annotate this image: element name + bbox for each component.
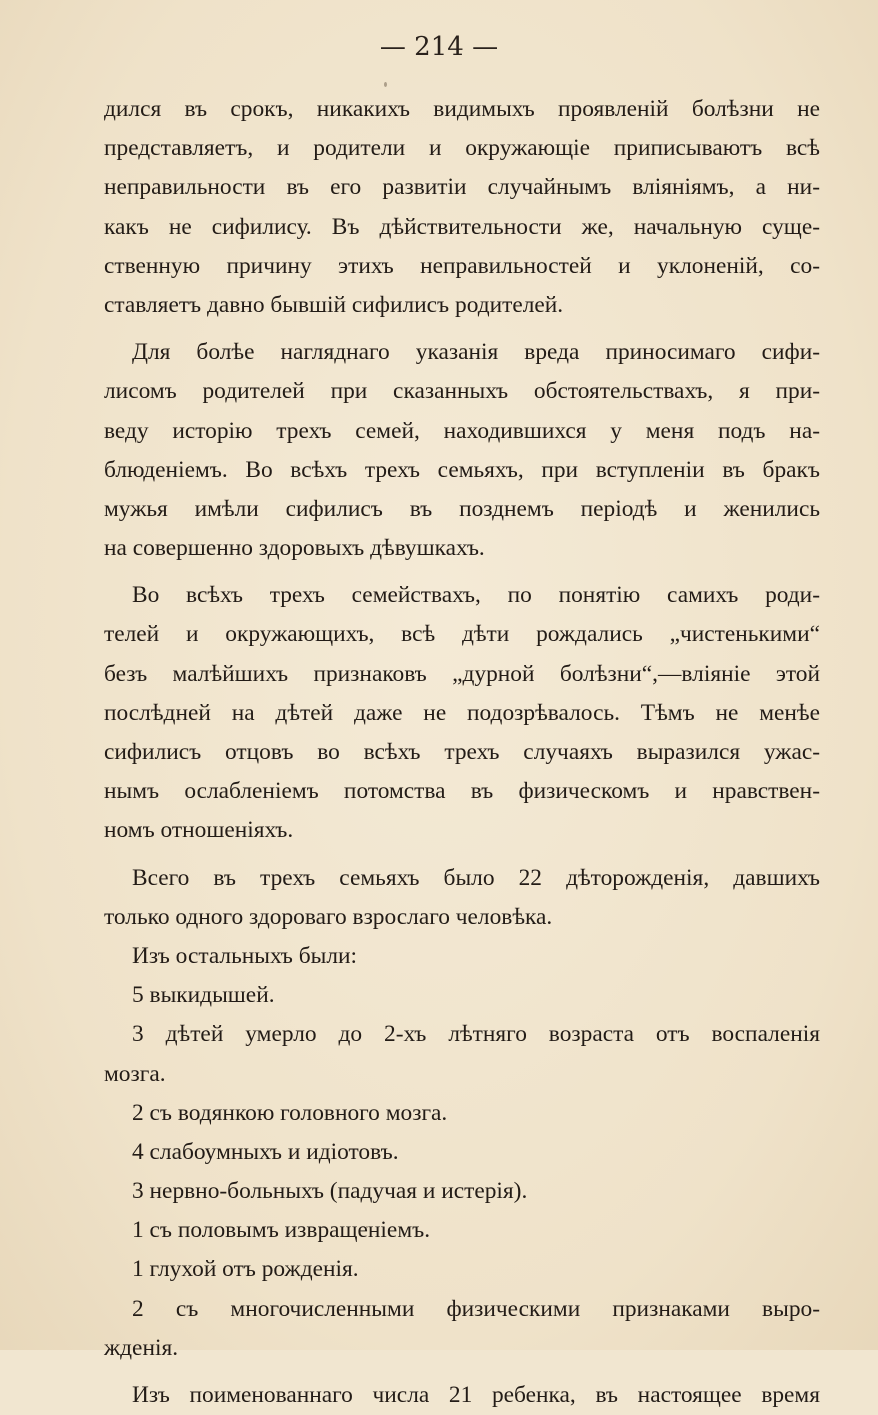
text-line: веду исторію трехъ семей, находившихся у меня подъ на-: [104, 417, 820, 444]
text-line: Во всѣхъ трехъ семействахъ, по понятію самихъ роди-: [132, 582, 820, 609]
text-line: блюденіемъ. Во всѣхъ трехъ семьяхъ, при вступленіи въ бракъ: [104, 456, 820, 483]
text-line: неправильности въ его развитіи случайнымъ вліяніямъ, а ни-: [104, 174, 820, 201]
text-line: мужья имѣли сифилисъ въ позднемъ періодѣ и женились: [104, 495, 820, 522]
ink-speck: [384, 82, 387, 87]
list-item: 2 съ водянкою головного мозга.: [132, 1099, 448, 1126]
text-line: сифилисъ отцовъ во всѣхъ трехъ случаяхъ выразился ужас-: [104, 739, 820, 765]
text-line: дился въ срокъ, никакихъ видимыхъ проявленій болѣзни не: [104, 96, 820, 122]
text-line: послѣдней на дѣтей даже не подозрѣвалось. Тѣмъ не менѣе: [104, 699, 820, 726]
list-item: 3 дѣтей умерло до 2-хъ лѣтняго возраста отъ воспаленія: [132, 1021, 820, 1048]
page-number: — 214 —: [379, 32, 499, 62]
body-text: [104, 90, 820, 1415]
list-item: 1 глухой отъ рожденія.: [132, 1256, 359, 1283]
text-line: Всего въ трехъ семьяхъ было 22 дѣторожденія, давшихъ: [132, 864, 820, 891]
text-line: нымъ ослабленіемъ потомства въ физическомъ и нравствен-: [104, 778, 820, 805]
list-item: 1 съ половымъ извращеніемъ.: [132, 1217, 431, 1244]
list-item: 2 съ многочисленными физическими признаками выро-: [132, 1295, 820, 1322]
text-line: лисомъ родителей при сказанныхъ обстоятельствахъ, я при-: [104, 378, 820, 405]
text-line: Для болѣе нагляднаго указанія вреда приносимаго сифи-: [132, 339, 820, 366]
list-intro: Изъ остальныхъ были:: [132, 942, 358, 969]
text-line: представляетъ, и родители и окружающіе приписываютъ всѣ: [104, 135, 820, 162]
text-line: безъ малѣйшихъ признаковъ „дурной болѣзни“,—вліяніе этой: [104, 660, 820, 687]
text-line: ставляетъ давно бывшій сифилисъ родителей.: [104, 291, 564, 318]
text-line: телей и окружающихъ, всѣ дѣти рождались „чистенькими“: [104, 621, 820, 648]
text-line: ственную причину этихъ неправильностей и уклоненій, со-: [104, 252, 820, 279]
list-item: 4 слабоумныхъ и идіотовъ.: [132, 1138, 399, 1165]
list-item: 3 нервно-больныхъ (падучая и истерія).: [132, 1178, 528, 1205]
text-line: Изъ поименованнаго числа 21 ребенка, въ настоящее время: [132, 1382, 820, 1408]
text-line: какъ не сифилису. Въ дѣйствительности же, начальную суще-: [104, 213, 820, 240]
list-item-continued: мозга.: [104, 1060, 166, 1087]
text-line: номъ отношеніяхъ.: [104, 817, 294, 844]
list-item-continued: жденія.: [104, 1334, 179, 1361]
text-line: на совершенно здоровыхъ дѣвушкахъ.: [104, 535, 485, 562]
list-item: 5 выкидышей.: [132, 982, 275, 1009]
text-line: только одного здороваго взрослаго человѣка.: [104, 903, 553, 930]
